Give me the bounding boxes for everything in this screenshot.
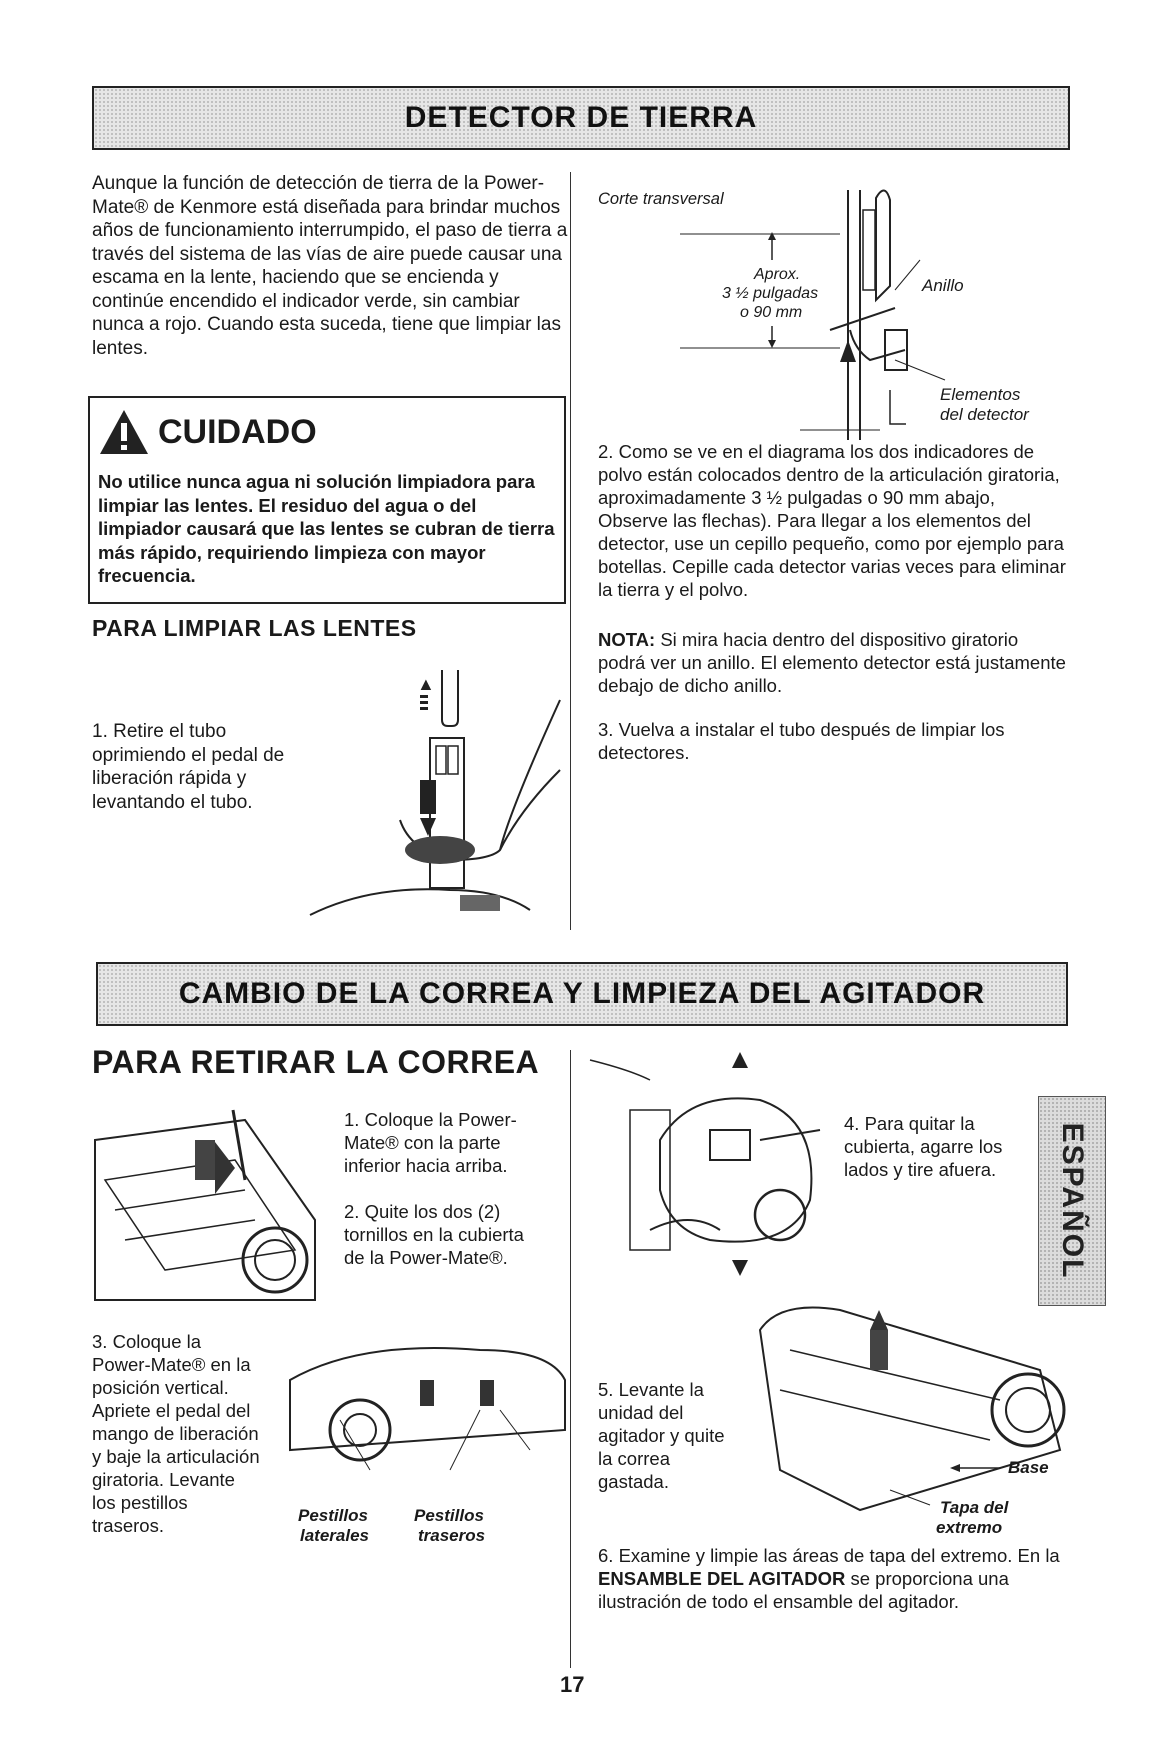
- column-divider-bottom: [570, 1050, 571, 1668]
- agitator-step-5: [598, 1378, 728, 1493]
- latches-illustration: [280, 1340, 570, 1470]
- label-rear-latches: Pestillos: [414, 1506, 484, 1525]
- label-inches: 3 ½ pulgadas: [722, 285, 819, 302]
- label-elements-detector: del detector: [940, 405, 1029, 424]
- dust-step-2: [598, 440, 1066, 601]
- step-number: 4.: [844, 1113, 860, 1134]
- clean-lenses-heading: PARA LIMPIAR LAS LENTES: [92, 615, 417, 641]
- caution-text: No utilice nunca agua ni solución limpiadora para limpiar las lentes. El residuo del agua o del limpiador causará que las lentes se cubran de tierra más rápido, requiriendo limpieza con mayor frecuencia.: [98, 471, 555, 586]
- step-number: 1.: [92, 721, 108, 742]
- dust-note: [598, 628, 1066, 697]
- step-text: Coloque la Power-Mate® con la parte inferior hacia arriba.: [344, 1109, 517, 1176]
- step-number: 2.: [344, 1201, 360, 1222]
- label-end-cap: Tapa del: [940, 1498, 1009, 1517]
- caution-box: [88, 396, 566, 604]
- step-text: Retire el tubo oprimiendo el pedal de liberación rápida y levantando el tubo.: [92, 721, 285, 813]
- label-elements: Elementos: [940, 385, 1021, 404]
- tube-removal-illustration: [310, 660, 560, 920]
- step-number: 5.: [598, 1379, 614, 1400]
- label-end-cap-2: extremo: [936, 1518, 1003, 1537]
- intro-paragraph: [92, 172, 572, 360]
- section-title: CAMBIO DE LA CORREA Y LIMPIEZA DEL AGITADOR: [178, 977, 986, 1010]
- note-label: NOTA:: [598, 629, 656, 650]
- step-number: 6.: [598, 1545, 614, 1566]
- page-number: 17: [560, 1672, 585, 1697]
- step-text: Levante la unidad del agitador y quite la correa gastada.: [598, 1379, 725, 1492]
- section-banner-belt-change: [96, 962, 1068, 1026]
- diagram-title: Corte transversal: [598, 190, 724, 208]
- step-text: Como se ve en el diagrama los dos indicadores de polvo están colocados dentro de la articulación giratoria, aproximadamente 3 ½ pulgadas o 90 mm abajo, Observe las flechas). Para llegar a los elementos del detector, use un cepillo pequeño, como por ejemplo para botellas. Cepille cada detector varias veces para eliminar la tierra y el polvo.: [598, 441, 1066, 600]
- step-text: Vuelva a instalar el tubo después de limpiar los detectores.: [598, 719, 1005, 763]
- section-title: DETECTOR DE TIERRA: [404, 101, 758, 134]
- intro-text: Aunque la función de detección de tierra de la Power-Mate® de Kenmore está diseñada para brindar muchos años de funcionamiento interrumpido, el paso de tierra a través del sistema de las vías de aire puede causar una escama en la lente, haciendo que se encienda y continúe encendido el indicador verde, sin cambiar nunca a rojo. Cuando esta suceda, tiene que limpiar las lentes.: [92, 173, 568, 359]
- note-text: Si mira hacia dentro del dispositivo giratorio podrá ver un anillo. El elemento detector está justamente debajo de dicho anillo.: [598, 629, 1066, 696]
- language-tab-label: ESPAÑOL: [1056, 1122, 1089, 1280]
- remove-belt-step-3: [92, 1330, 260, 1537]
- remove-cover-illustration: [590, 1050, 830, 1280]
- section-banner-dirt-detector: [92, 86, 1070, 150]
- svg-text:▲: ▲: [417, 674, 435, 694]
- step-text: Coloque la Power-Mate® en la posición vertical. Apriete el pedal del mango de liberación y baje la articulación giratoria. Levante los pestillos traseros.: [92, 1331, 260, 1536]
- column-divider: [570, 172, 571, 930]
- label-rear-latches-2: traseros: [418, 1526, 486, 1545]
- dust-step-3: [598, 718, 1066, 764]
- agitator-assembly-reference: ENSAMBLE DEL AGITADOR: [598, 1568, 846, 1589]
- remove-belt-step-1: [344, 1108, 559, 1177]
- label-ring: Anillo: [922, 276, 964, 295]
- step-number: 3.: [598, 719, 614, 740]
- label-side-latches: Pestillos: [298, 1506, 368, 1525]
- label-base: Base: [1008, 1458, 1049, 1477]
- step-text: Quite los dos (2) tornillos en la cubierta de la Power-Mate®.: [344, 1201, 524, 1268]
- remove-belt-heading: PARA RETIRAR LA CORREA: [92, 1044, 540, 1080]
- warning-icon: [98, 408, 150, 456]
- label-approx: Aprox.: [754, 266, 801, 283]
- caution-title: CUIDADO: [158, 412, 317, 451]
- cover-step-4: [844, 1112, 1019, 1181]
- language-tab-spanish: [1038, 1096, 1106, 1306]
- agitator-step-6: [598, 1544, 1068, 1613]
- clean-lenses-step-1: [92, 720, 297, 814]
- step-number: 3.: [92, 1331, 108, 1352]
- underside-screws-illustration: [95, 1100, 325, 1305]
- step-number: 2.: [598, 441, 614, 462]
- agitator-illustration: [760, 1290, 1070, 1515]
- label-side-latches-2: laterales: [300, 1526, 369, 1545]
- step-text: Para quitar la cubierta, agarre los lados y tire afuera.: [844, 1113, 1003, 1180]
- step-text-b: se proporciona una ilustración de todo el ensamble del agitador.: [598, 1568, 1009, 1612]
- label-mm: o 90 mm: [740, 304, 803, 321]
- caution-header: [98, 408, 317, 456]
- step-number: 1.: [344, 1109, 360, 1130]
- remove-belt-step-2: [344, 1200, 549, 1269]
- step-text-a: Examine y limpie las áreas de tapa del extremo. En la: [618, 1545, 1060, 1566]
